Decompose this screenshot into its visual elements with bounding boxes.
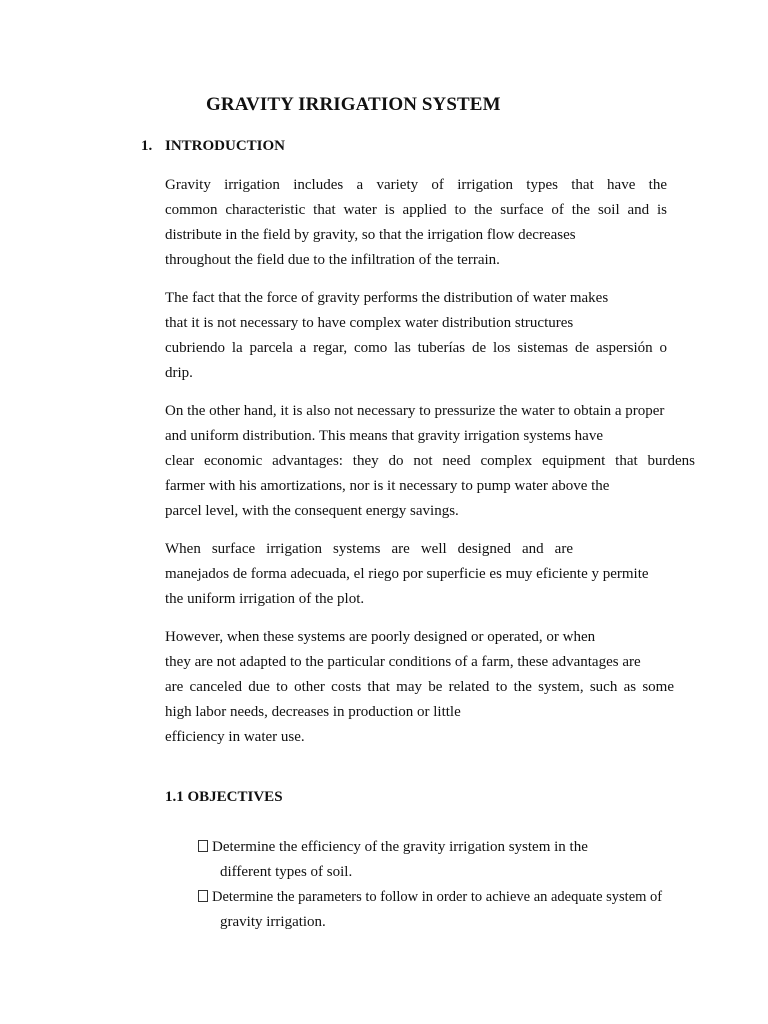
list-item-text: Determine the parameters to follow in order to achieve an adequate system of <box>212 889 663 905</box>
paragraph-line: drip. <box>165 365 193 381</box>
paragraph-line: are canceled due to other costs that may be related to the system, such as some <box>165 679 674 695</box>
paragraph-line: they are not adapted to the particular conditions of a farm, these advantages are <box>165 654 641 670</box>
paragraph-line: cubriendo la parcela a regar, como las tuberías de los sistemas de aspersión o <box>165 340 667 356</box>
section-number: 1. <box>141 138 153 154</box>
paragraph-line: throughout the field due to the infiltration of the terrain. <box>165 252 500 268</box>
paragraph-line: common characteristic that water is applied to the surface of the soil and is <box>165 202 667 218</box>
paragraph-line: On the other hand, it is also not necessary to pressurize the water to obtain a proper <box>165 403 665 419</box>
paragraph-line: the uniform irrigation of the plot. <box>165 591 365 607</box>
paragraph-line: parcel level, with the consequent energy savings. <box>165 503 459 519</box>
section-heading-introduction <box>141 138 285 155</box>
paragraph-line: farmer with his amortizations, nor is it necessary to pump water above the <box>165 478 610 494</box>
bullet-icon <box>198 890 208 902</box>
paragraph-line: However, when these systems are poorly designed or operated, or when <box>165 629 596 645</box>
paragraph-line: distribute in the field by gravity, so that the irrigation flow decreases <box>165 227 576 243</box>
paragraph-line: that it is not necessary to have complex water distribution structures <box>165 315 574 331</box>
paragraph-line: and uniform distribution. This means that gravity irrigation systems have <box>165 428 603 444</box>
section-heading-text: INTRODUCTION <box>165 138 286 154</box>
list-item <box>198 838 588 856</box>
paragraph-line: efficiency in water use. <box>165 729 305 745</box>
paragraph-line: clear economic advantages: they do not need complex equipment that burdens <box>165 453 695 469</box>
paragraph-line: Gravity irrigation includes a variety of irrigation types that have the <box>165 177 667 193</box>
list-item <box>198 888 662 906</box>
document-title: GRAVITY IRRIGATION SYSTEM <box>206 94 501 115</box>
paragraph-line: When surface irrigation systems are well designed and are <box>165 541 573 557</box>
section-heading-objectives: 1.1 OBJECTIVES <box>165 789 283 805</box>
paragraph-line: The fact that the force of gravity performs the distribution of water makes <box>165 290 609 306</box>
list-item-continuation: gravity irrigation. <box>220 914 326 930</box>
paragraph-line: manejados de forma adecuada, el riego por superficie es muy eficiente y permite <box>165 566 649 582</box>
list-item-continuation: different types of soil. <box>220 864 353 880</box>
list-item-text: Determine the efficiency of the gravity irrigation system in the <box>212 839 588 855</box>
bullet-icon <box>198 840 208 852</box>
paragraph-line: high labor needs, decreases in production or little <box>165 704 461 720</box>
